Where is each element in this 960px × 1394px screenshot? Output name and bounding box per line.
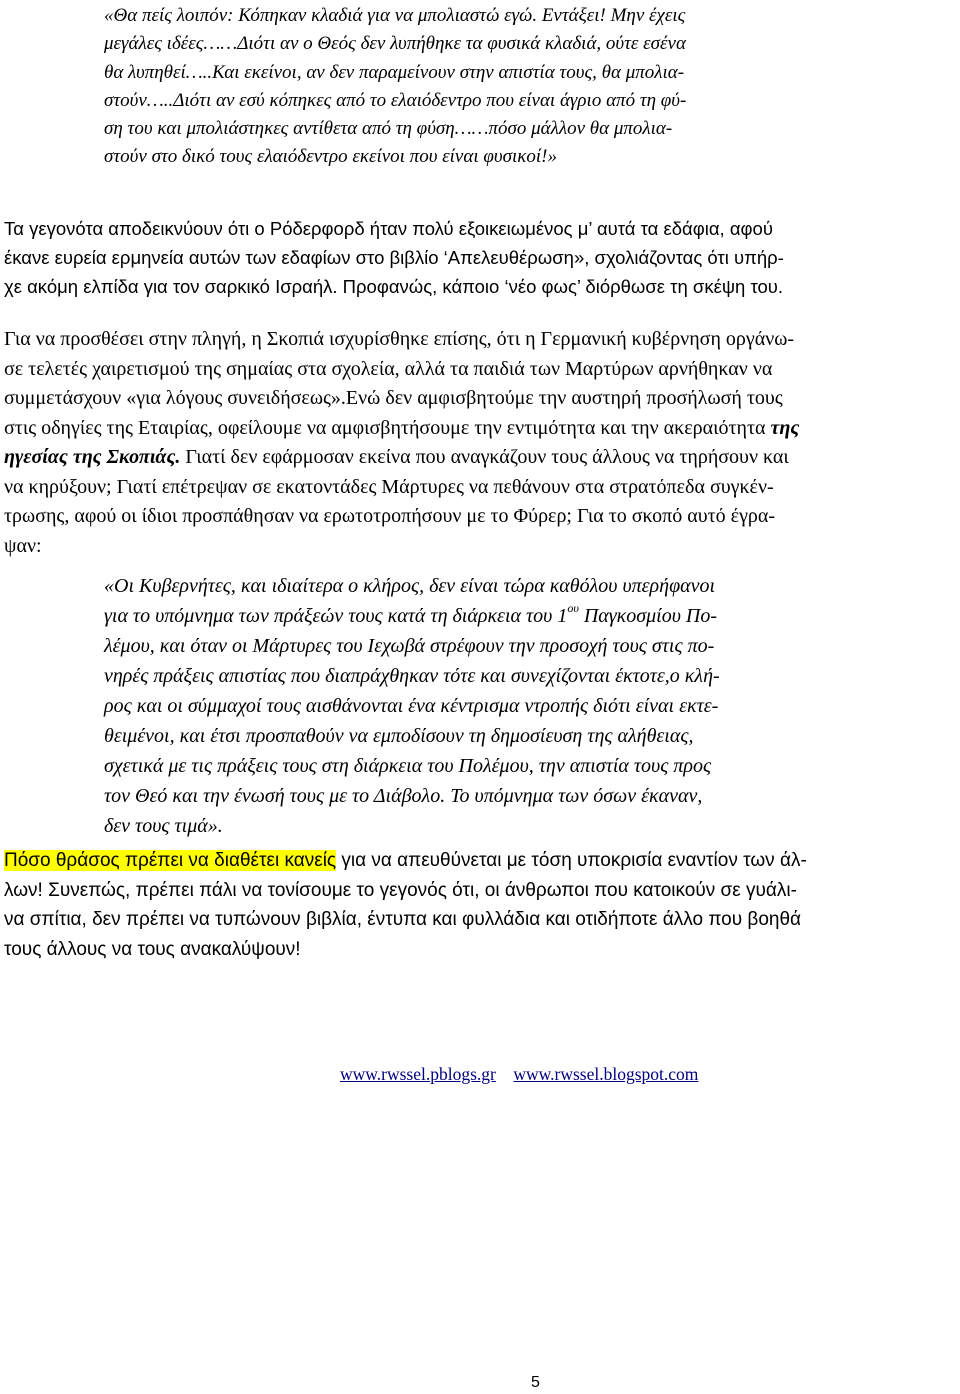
paragraph-2-line-5-text: Γιατί δεν εφάρμοσαν εκείνα που αναγκάζουν τους άλλους να τηρήσουν και (180, 446, 789, 468)
page-number: 5 (531, 1374, 540, 1391)
footer-link-blogspot[interactable]: www.rwssel.blogspot.com (513, 1064, 699, 1084)
paragraph-2-line-5 (4, 443, 944, 473)
block-quote-line-2-end: Παγκοσμίου Πο- (578, 605, 718, 627)
footer-link-pblogs[interactable]: www.rwssel.pblogs.gr (340, 1064, 496, 1084)
paragraph-conclusion (4, 846, 944, 964)
paragraph-rutherford (4, 214, 944, 301)
paragraph-3-line-3: να σπίτια, δεν πρέπει να τυπώνουν βιβλία, έντυπα και φυλλάδια και οτιδήποτε άλλο που βοηθά (4, 909, 802, 930)
block-quote-line-9: δεν τους τιμά». (104, 815, 223, 837)
ordinal-superscript: ου (567, 601, 579, 616)
block-quote-line-5: ρος και οι σύμμαχοί τους αισθάνονται ένα κέντρισμα ντροπής διότι είναι εκτε- (104, 695, 719, 717)
block-quote-line-3: λέμου, και όταν οι Μάρτυρες του Ιεχωβά στρέφουν την προσοχή τους στις πο- (104, 635, 715, 657)
paragraph-2-line-3: συμμετάσχουν «για λόγους συνειδήσεως».Ενώ δεν αμφισβητούμε την αυστηρή προσήλωσή τους (4, 387, 783, 409)
paragraph-2-emphasis-1: της (770, 416, 800, 439)
paragraph-flag-salute (4, 325, 944, 561)
paragraph-3-line-1 (4, 846, 944, 876)
intro-quote (104, 2, 844, 172)
paragraph-2-line-8: ψαν: (4, 534, 42, 557)
block-quote-line-4: νηρές πράξεις απιστίας που διαπράχθηκαν τότε και συνεχίζονται έκτοτε,ο κλή- (104, 665, 720, 687)
block-quote-line-2 (104, 601, 864, 631)
intro-quote-line-5: ση του και μπολιάστηκες αντίθετα από τη φύση……πόσο μάλλον θα μπολια- (104, 118, 673, 140)
paragraph-2-line-6: να κηρύξουν; Γιατί επέτρεψαν σε εκατοντάδες Μάρτυρες να πεθάνουν στα στρατόπεδα συγκέν- (4, 475, 774, 498)
block-quote-line-7: σχετικά με τις πράξεις τους στη διάρκεια του Πολέμου, την απιστία τους προς (104, 755, 712, 777)
paragraph-2-line-7: τρωσης, αφού οι ίδιοι προσπάθησαν να ερωτοτροπήσουν με το Φύρερ; Για το σκοπό αυτό έγρα- (4, 505, 776, 527)
paragraph-2-line-1: Για να προσθέσει στην πληγή, η Σκοπιά ισχυρίσθηκε επίσης, ότι η Γερμανική κυβέρνηση οργάνω- (4, 328, 795, 350)
paragraph-3-line-1-text: για να απευθύνεται με τόση υποκρισία εναντίον των άλ- (336, 850, 807, 871)
footer-links (340, 1064, 698, 1085)
highlighted-text: Πόσο θράσος πρέπει να διαθέτει κανείς (4, 850, 337, 871)
intro-quote-line-3: θα λυπηθεί…..Και εκείνοι, αν δεν παραμείνουν στην απιστία τους, θα μπολια- (104, 61, 685, 83)
intro-quote-line-1: «Θα πείς λοιπόν: Κόπηκαν κλαδιά για να μπολιαστώ εγώ. Εντάξει! Μην έχεις (104, 5, 686, 26)
block-quote-line-1: «Οι Κυβερνήτες, και ιδιαίτερα ο κλήρος, δεν είναι τώρα καθόλου υπερήφανοι (104, 575, 716, 597)
paragraph-1-line-3: χε ακόμη ελπίδα για τον σαρκικό Ισραήλ. Προφανώς, κάποιο ‘νέο φως’ διόρθωσε τη σκέψη του. (4, 276, 784, 297)
paragraph-1-line-2: έκανε ευρεία ερμηνεία αυτών των εδαφίων στο βιβλίο ‘Απελευθέρωση», σχολιάζοντας ότι υπήρ- (4, 247, 784, 268)
paragraph-2-line-4-text: στις οδηγίες της Εταιρίας, οφείλουμε να αμφισβητήσουμε την εντιμότητα και την ακεραιότητα (4, 416, 766, 439)
paragraph-2-emphasis-2: ηγεσίας της Σκοπιάς. (4, 446, 181, 468)
paragraph-1-line-1: Τα γεγονότα αποδεικνύουν ότι ο Ρόδερφορδ ήταν πολύ εξοικειωμένος μ’ αυτά τα εδάφια, αφού (4, 218, 773, 239)
intro-quote-line-2: μεγάλες ιδέες……Διότι αν ο Θεός δεν λυπήθηκε τα φυσικά κλαδιά, ούτε εσένα (104, 33, 686, 55)
paragraph-3-line-4: τους άλλους να τους ανακαλύψουν! (4, 938, 301, 960)
block-quote-line-6: θειμένοι, και έτσι προσπαθούν να εμποδίσουν τη δημοσίευση της αλήθειας, (104, 725, 694, 747)
block-quote (104, 571, 864, 841)
block-quote-line-2-start: για το υπόμνημα των πράξεών τους κατά τη διάρκεια του 1 (104, 605, 568, 627)
paragraph-2-line-2: σε τελετές χαιρετισμού της σημαίας στα σχολεία, αλλά τα παιδιά των Μαρτύρων αρνήθηκαν να (4, 357, 773, 380)
block-quote-line-8: τον Θεό και την ένωσή τους με το Διάβολο. Το υπόμνημα των όσων έκαναν, (104, 785, 703, 807)
paragraph-3-line-2: λων! Συνεπώς, πρέπει πάλι να τονίσουμε το γεγονός ότι, οι άνθρωποι που κατοικούν σε γυάλι- (4, 879, 797, 901)
intro-quote-line-6: στούν στο δικό τους ελαιόδεντρο εκείνοι που είναι φυσικοί!» (104, 146, 557, 168)
intro-quote-line-4: στούν…..Διότι αν εσύ κόπηκες από το ελαιόδεντρο που είναι άγριο από τη φύ- (104, 89, 687, 111)
paragraph-2-line-4 (4, 414, 944, 444)
